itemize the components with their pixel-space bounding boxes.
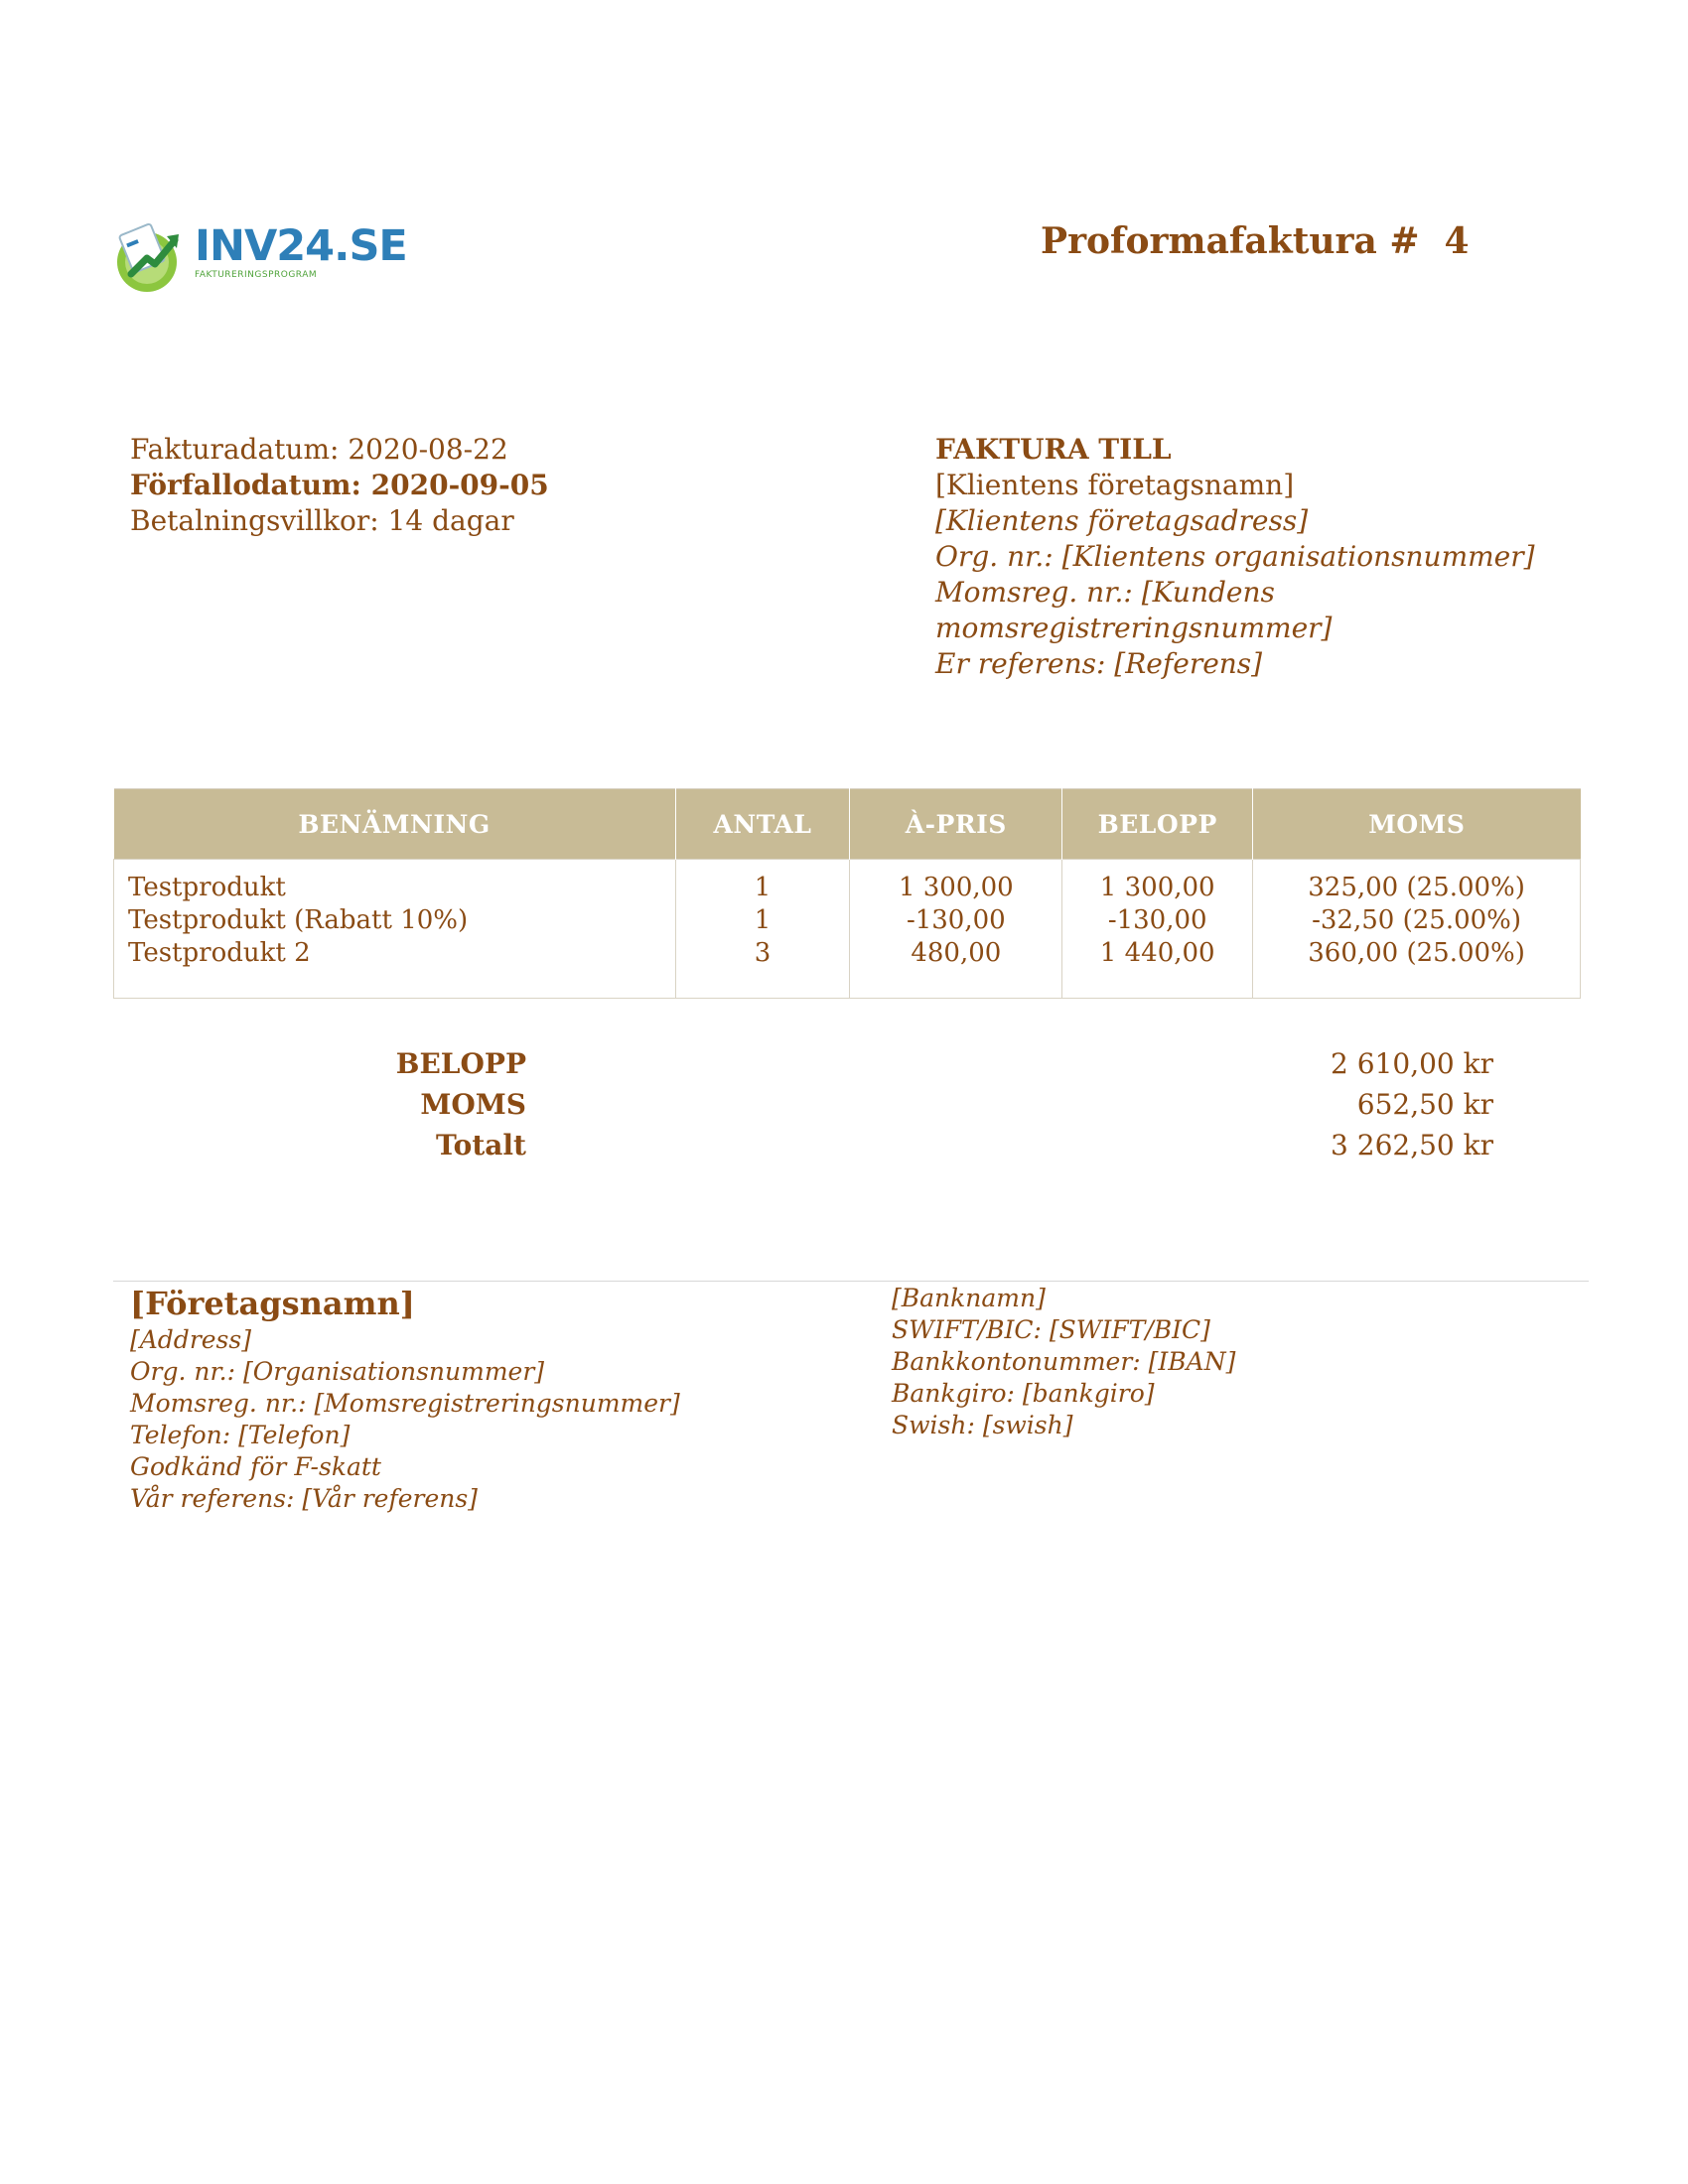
bank-giro: Bankgiro: [bankgiro]: [892, 1379, 1155, 1408]
company-address: [Address]: [130, 1325, 251, 1354]
table-cell: 1: [754, 873, 772, 902]
client-vat-nr: Momsreg. nr.: [Kundens: [935, 576, 1275, 609]
company-info: [130, 1283, 680, 1515]
invoice-date: Fakturadatum: 2020-08-22: [130, 433, 508, 466]
logo-text: INV24.SE: [195, 221, 407, 271]
table-cell: -130,00: [906, 905, 1006, 935]
table-cell: 1: [754, 905, 772, 935]
company-phone: Telefon: [Telefon]: [130, 1421, 351, 1449]
bank-info: [892, 1283, 1235, 1441]
company-org-nr: Org. nr.: [Organisationsnummer]: [130, 1357, 545, 1386]
bank-account: Bankkontonummer: [IBAN]: [892, 1347, 1236, 1376]
column-header-unit-price: À-PRIS: [850, 789, 1062, 860]
vat-cell: [1253, 860, 1581, 999]
client-org-nr: Org. nr.: [Klientens organisationsnummer]: [935, 540, 1535, 573]
bank-swift: SWIFT/BIC: [SWIFT/BIC]: [892, 1315, 1210, 1344]
company-tax-approval: Godkänd för F-skatt: [130, 1452, 381, 1481]
total-label: MOMS: [420, 1088, 526, 1121]
footer-divider: [113, 1281, 1589, 1282]
column-header-amount: BELOPP: [1062, 789, 1253, 860]
table-cell: -32,50 (25.00%): [1312, 905, 1522, 935]
column-header-vat: MOMS: [1253, 789, 1581, 860]
bank-swish: Swish: [swish]: [892, 1411, 1073, 1439]
table-cell: -130,00: [1107, 905, 1207, 935]
table-cell: 3: [754, 938, 772, 968]
table-cell: Testprodukt (Rabatt 10%): [128, 905, 469, 935]
bill-to-block: [935, 432, 1535, 682]
table-cell: 1 300,00: [898, 873, 1014, 902]
table-cell: 480,00: [911, 938, 1002, 968]
items-table: [113, 788, 1581, 999]
client-address: [Klientens företagsadress]: [935, 504, 1309, 537]
table-cell: 325,00 (25.00%): [1308, 873, 1525, 902]
payment-terms: Betalningsvillkor: 14 dagar: [130, 504, 514, 537]
table-cell: 1 300,00: [1099, 873, 1215, 902]
quantity-cell: [675, 860, 850, 999]
unit-price-cell: [850, 860, 1062, 999]
company-name: [Företagsnamn]: [130, 1285, 415, 1322]
invoice-dates: [130, 432, 549, 539]
table-cell: 360,00 (25.00%): [1308, 938, 1525, 968]
company-reference: Vår referens: [Vår referens]: [130, 1484, 478, 1513]
logo-subtitle: FAKTURERINGSPROGRAM: [195, 270, 318, 280]
client-company: [Klientens företagsnamn]: [935, 469, 1295, 501]
table-cell: Testprodukt 2: [128, 938, 311, 968]
bank-name: [Banknamn]: [892, 1284, 1046, 1312]
company-vat-nr: Momsreg. nr.: [Momsregistreringsnummer]: [130, 1389, 680, 1418]
column-header-quantity: ANTAL: [675, 789, 850, 860]
due-date: Förfallodatum: 2020-09-05: [130, 469, 549, 501]
amount-cell: [1062, 860, 1253, 999]
table-header-row: [114, 789, 1581, 860]
invoice-title: Proformafaktura # 4: [1041, 220, 1470, 262]
company-logo: [113, 218, 407, 294]
client-reference: Er referens: [Referens]: [935, 647, 1263, 680]
client-vat-nr-cont: momsregistreringsnummer]: [935, 612, 1333, 644]
table-cell: 1 440,00: [1099, 938, 1215, 968]
total-value: 652,50 kr: [1356, 1088, 1493, 1121]
column-header-description: BENÄMNING: [114, 789, 676, 860]
table-body: [114, 860, 1581, 999]
bill-to-heading: FAKTURA TILL: [935, 433, 1172, 466]
total-value: 2 610,00 kr: [1331, 1047, 1493, 1080]
logo-icon: [113, 218, 189, 294]
total-value: 3 262,50 kr: [1331, 1129, 1493, 1161]
total-label: BELOPP: [395, 1047, 526, 1080]
description-cell: [114, 860, 676, 999]
table-cell: Testprodukt: [128, 873, 286, 902]
total-label: Totalt: [436, 1129, 526, 1161]
